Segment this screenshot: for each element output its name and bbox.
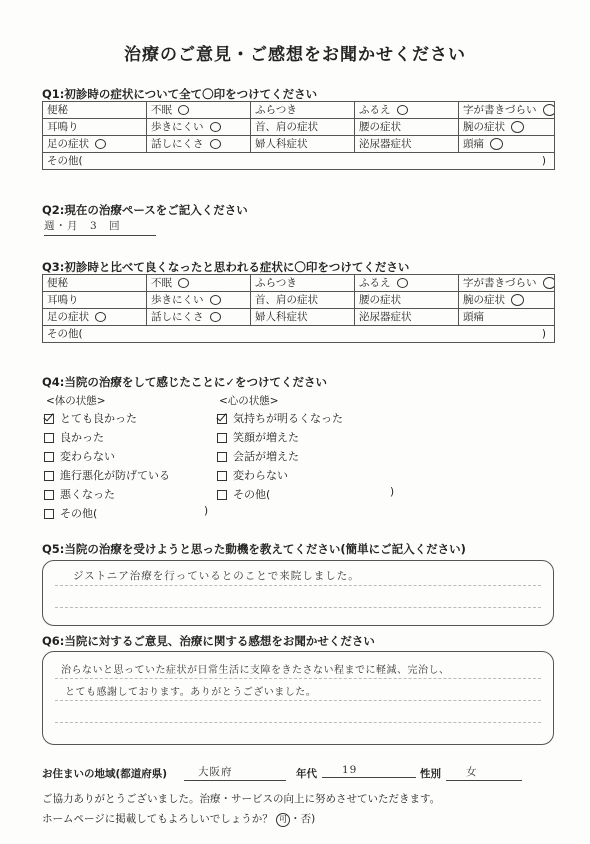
symptom-cell[interactable] [355, 309, 459, 326]
symptom-cell[interactable] [459, 136, 555, 153]
q4-body-header: <体の状態> [46, 395, 106, 407]
q2-heading: Q2:現在の治療ペースをご記入ください [42, 203, 248, 217]
symptom-cell[interactable] [147, 136, 251, 153]
symptom-cell[interactable] [355, 275, 459, 292]
permission-separator: ・ [290, 813, 301, 825]
circle-mark-icon [210, 295, 221, 305]
symptom-cell[interactable] [459, 102, 555, 119]
symptom-label: 泌尿器症状 [359, 138, 412, 150]
checkbox-item[interactable] [44, 486, 115, 502]
other-symptom-field[interactable] [43, 153, 555, 170]
checkbox-item[interactable] [217, 448, 299, 464]
q2-pace-field[interactable]: 週・月 3 回 [44, 218, 156, 236]
q6-heading: Q6:当院に対するご意見、治療に関する感想をお聞かせください [42, 634, 375, 648]
other-label: その他( [47, 328, 83, 340]
q6-answer-line-1: 治らないと思っていた症状が日常生活に支障をきたさない程までに軽減、完治し、 [61, 665, 450, 676]
checkbox-label: 気持ちが明るくなった [233, 412, 343, 425]
symptom-label: 足の症状 [47, 138, 89, 150]
circle-mark-icon [490, 138, 503, 150]
checkbox-icon[interactable] [217, 490, 227, 500]
thanks-text: ご協力ありがとうございました。治療・サービスの向上に努めさせていただきます。 [42, 793, 441, 805]
checkbox-icon[interactable] [44, 433, 54, 443]
symptom-cell[interactable] [355, 136, 459, 153]
circle-mark-icon [210, 312, 221, 322]
checkbox-icon[interactable] [44, 490, 54, 500]
circle-mark-icon [210, 139, 221, 149]
symptom-label: 便秘 [47, 277, 68, 289]
checkbox-item[interactable] [44, 505, 97, 521]
checkbox-label: 良かった [60, 431, 104, 444]
checkbox-label: 変わらない [60, 450, 115, 463]
symptom-label: 腰の症状 [359, 121, 401, 133]
symptom-label: 腰の症状 [359, 294, 401, 306]
checkbox-label: とても良かった [60, 412, 137, 425]
q6-answer-box[interactable] [42, 651, 554, 745]
symptom-cell[interactable] [459, 309, 555, 326]
permission-yes-option[interactable]: 可 [276, 813, 290, 827]
symptom-cell[interactable] [355, 292, 459, 309]
gender-field[interactable]: 女 [446, 764, 522, 781]
age-field[interactable]: 19 [322, 764, 416, 778]
symptom-label: 腕の症状 [463, 294, 505, 306]
circle-mark-icon [511, 294, 524, 306]
symptom-label: 腕の症状 [463, 121, 505, 133]
symptom-cell[interactable] [43, 275, 147, 292]
q1-heading: Q1:初診時の症状について全て〇印をつけてください [42, 87, 318, 101]
region-field[interactable]: 大阪府 [184, 764, 286, 781]
symptom-cell[interactable] [251, 102, 355, 119]
symptom-label: 不眠 [151, 104, 172, 116]
symptom-label: 字が書きづらい [463, 104, 537, 116]
symptom-label: 字が書きづらい [463, 277, 537, 289]
other-symptom-field[interactable] [43, 326, 555, 343]
symptom-cell[interactable] [355, 119, 459, 136]
checkbox-icon[interactable] [44, 471, 54, 481]
symptom-label: ふるえ [359, 277, 391, 289]
symptom-cell[interactable] [43, 102, 147, 119]
q4-heading: Q4:当院の治療をして感じたことに✓をつけてください [42, 375, 328, 389]
symptom-cell[interactable] [355, 102, 459, 119]
checkbox-label: その他( [233, 488, 271, 501]
symptom-label: 歩きにくい [151, 121, 204, 133]
symptom-label: 頭痛 [463, 311, 484, 323]
permission-close: ) [311, 813, 316, 825]
q3-heading: Q3:初診時と比べて良くなったと思われる症状に〇印をつけてください [42, 260, 410, 274]
checkbox-item[interactable] [217, 467, 288, 483]
checkbox-item[interactable] [217, 486, 270, 502]
checkbox-item[interactable] [44, 429, 104, 445]
symptom-cell[interactable] [251, 275, 355, 292]
symptom-label: 話しにくさ [151, 138, 204, 150]
symptom-cell[interactable] [43, 309, 147, 326]
symptom-cell[interactable] [147, 119, 251, 136]
checkbox-label: 変わらない [233, 469, 288, 482]
circle-mark-icon [178, 105, 189, 115]
circle-mark-icon [543, 104, 555, 116]
circle-mark-icon [178, 278, 189, 288]
symptom-label: 足の症状 [47, 311, 89, 323]
checkbox-label: 進行悪化が防げている [60, 469, 170, 482]
checkbox-icon[interactable] [217, 452, 227, 462]
circle-mark-icon [210, 122, 221, 132]
checkbox-icon[interactable] [217, 433, 227, 443]
checkbox-item[interactable] [217, 410, 343, 426]
symptom-cell[interactable] [459, 292, 555, 309]
checkbox-label: 笑顔が増えた [233, 431, 299, 444]
symptom-cell[interactable] [147, 309, 251, 326]
symptom-label: 頭痛 [463, 138, 484, 150]
circle-mark-icon [95, 312, 106, 322]
symptom-label: 首、肩の症状 [255, 121, 318, 133]
checkbox-item[interactable] [44, 467, 170, 483]
q5-answer-text: ジストニア治療を行っているとのことで来院しました。 [73, 570, 360, 582]
age-label: 年代 [296, 768, 317, 780]
q4-body-other-close: ) [204, 505, 209, 517]
checkbox-icon[interactable] [217, 471, 227, 481]
symptom-cell[interactable] [147, 102, 251, 119]
symptom-label: 不眠 [151, 277, 172, 289]
circle-mark-icon [511, 121, 524, 133]
symptom-label: 歩きにくい [151, 294, 204, 306]
q3-symptom-table [42, 274, 555, 343]
symptom-label: ふらつき [255, 277, 297, 289]
checkbox-label: 会話が増えた [233, 450, 299, 463]
circle-mark-icon [397, 278, 408, 288]
other-label: その他( [47, 155, 83, 167]
checkbox-icon[interactable] [44, 509, 54, 519]
checkbox-item[interactable] [217, 429, 299, 445]
symptom-label: 話しにくさ [151, 311, 204, 323]
permission-row [42, 811, 315, 827]
symptom-cell[interactable] [251, 136, 355, 153]
checkbox-item[interactable] [44, 410, 137, 426]
symptom-cell[interactable] [43, 136, 147, 153]
checkbox-checked-icon[interactable] [44, 414, 54, 424]
symptom-label: 婦人科症状 [255, 138, 308, 150]
symptom-label: 泌尿器症状 [359, 311, 412, 323]
q4-mind-other-close: ) [390, 486, 395, 498]
q5-answer-box[interactable] [42, 560, 554, 626]
symptom-label: 婦人科症状 [255, 311, 308, 323]
symptom-label: 便秘 [47, 104, 68, 116]
checkbox-checked-icon[interactable] [217, 414, 227, 424]
q6-answer-line-2: とても感謝しております。ありがとうございました。 [65, 687, 317, 698]
region-label: お住まいの地域(都道府県) [42, 768, 168, 780]
checkbox-icon[interactable] [44, 452, 54, 462]
symptom-label: ふらつき [255, 104, 297, 116]
symptom-label: 首、肩の症状 [255, 294, 318, 306]
symptom-label: 耳鳴り [47, 294, 79, 306]
q1-symptom-table [42, 101, 555, 170]
symptom-cell[interactable] [251, 292, 355, 309]
checkbox-item[interactable] [44, 448, 115, 464]
gender-label: 性別 [420, 768, 441, 780]
symptom-cell[interactable] [147, 275, 251, 292]
circle-mark-icon [397, 105, 408, 115]
symptom-cell[interactable] [251, 309, 355, 326]
symptom-cell[interactable] [147, 292, 251, 309]
circle-mark-icon [543, 277, 555, 289]
symptom-cell[interactable] [251, 119, 355, 136]
symptom-label: 耳鳴り [47, 121, 79, 133]
symptom-cell[interactable] [43, 292, 147, 309]
q5-heading: Q5:当院の治療を受けようと思った動機を教えてください(簡単にご記入ください) [42, 542, 466, 556]
symptom-cell[interactable] [459, 119, 555, 136]
symptom-cell[interactable] [459, 275, 555, 292]
circle-mark-icon [95, 139, 106, 149]
permission-no-option[interactable]: 否 [300, 813, 312, 825]
checkbox-label: 悪くなった [60, 488, 115, 501]
symptom-cell[interactable] [43, 119, 147, 136]
other-close: ) [541, 155, 546, 167]
q4-mind-header: <心の状態> [219, 395, 279, 407]
other-close: ) [541, 328, 546, 340]
page-title: 治療のご意見・ご感想をお聞かせください [124, 45, 466, 65]
checkbox-label: その他( [60, 507, 98, 520]
symptom-label: ふるえ [359, 104, 391, 116]
permission-question: ホームページに掲載してもよろしいでしょうか？ [42, 813, 273, 825]
